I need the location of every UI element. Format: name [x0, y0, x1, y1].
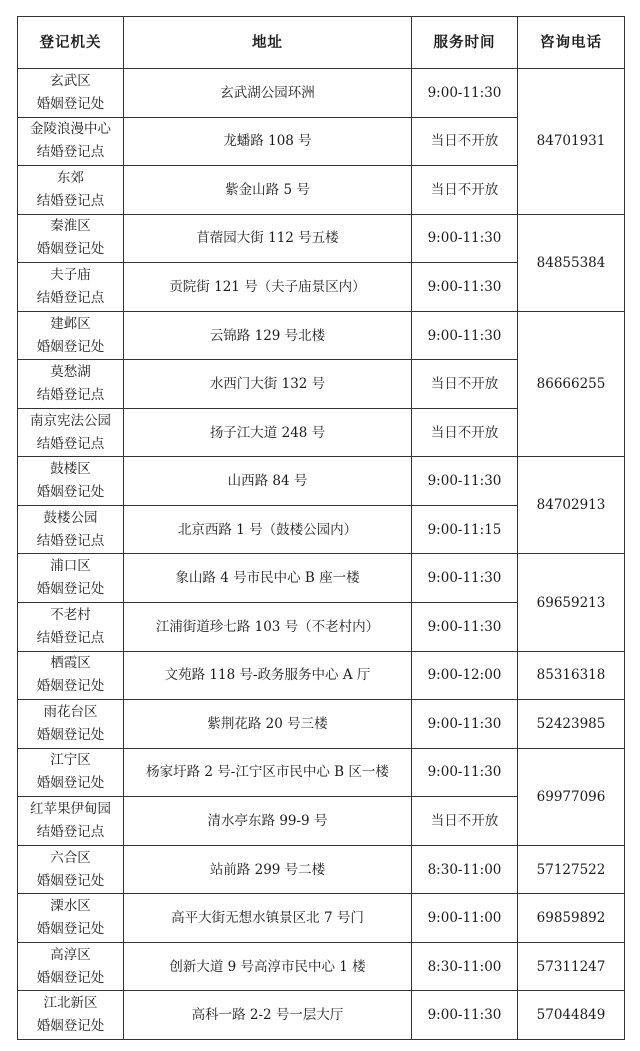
- table-header-row: [18, 17, 625, 69]
- org-type: 结婚登记点: [36, 532, 105, 549]
- hours-cell: 当日不开放: [412, 797, 518, 846]
- hours-cell: 9:00-11:30: [412, 991, 518, 1040]
- table-row: [18, 700, 625, 749]
- org-name: 秦淮区: [50, 218, 91, 235]
- table-row: [18, 651, 625, 700]
- hours-cell: 8:30-11:00: [412, 845, 518, 894]
- org-cell: [18, 748, 124, 797]
- org-name: 鼓楼公园: [43, 509, 98, 526]
- org-name: 江北新区: [43, 995, 98, 1012]
- org-name: 溧水区: [50, 898, 91, 915]
- org-name: 夫子庙: [50, 266, 91, 283]
- table-row: [18, 214, 625, 263]
- hours-cell: 当日不开放: [412, 166, 518, 215]
- org-type: 结婚登记点: [36, 435, 105, 452]
- table-row: [18, 554, 625, 603]
- org-name: 玄武区: [50, 72, 91, 89]
- address-cell: 紫荆花路 20 号三楼: [124, 700, 412, 749]
- hours-cell: 9:00-11:30: [412, 69, 518, 118]
- table-row: [18, 894, 625, 943]
- hours-cell: 当日不开放: [412, 117, 518, 166]
- address-cell: 紫金山路 5 号: [124, 166, 412, 215]
- org-cell: [18, 117, 124, 166]
- org-type: 婚姻登记处: [36, 241, 105, 258]
- org-type: 婚姻登记处: [36, 1018, 105, 1035]
- header-phone: 咨询电话: [518, 17, 625, 69]
- phone-cell: 69977096: [518, 748, 625, 845]
- phone-cell: 86666255: [518, 311, 625, 457]
- org-name: 不老村: [50, 606, 91, 623]
- phone-cell: 57044849: [518, 991, 625, 1040]
- hours-cell: 9:00-11:30: [412, 457, 518, 506]
- org-type: 婚姻登记处: [36, 581, 105, 598]
- org-type: 结婚登记点: [36, 192, 105, 209]
- hours-cell: 9:00-11:30: [412, 554, 518, 603]
- org-type: 婚姻登记处: [36, 872, 105, 889]
- org-cell: [18, 603, 124, 652]
- org-name: 红苹果伊甸园: [30, 800, 111, 817]
- org-type: 婚姻登记处: [36, 775, 105, 792]
- address-cell: 苜蓿园大街 112 号五楼: [124, 214, 412, 263]
- hours-cell: 8:30-11:00: [412, 942, 518, 991]
- org-name: 莫愁湖: [50, 364, 91, 381]
- org-type: 结婚登记点: [36, 387, 105, 404]
- org-type: 结婚登记点: [36, 823, 105, 840]
- org-type: 婚姻登记处: [36, 726, 105, 743]
- org-name: 六合区: [50, 849, 91, 866]
- org-name: 栖霞区: [50, 655, 91, 672]
- org-type: 婚姻登记处: [36, 678, 105, 695]
- org-type: 婚姻登记处: [36, 338, 105, 355]
- hours-cell: 9:00-11:00: [412, 894, 518, 943]
- phone-cell: 57127522: [518, 845, 625, 894]
- org-cell: [18, 408, 124, 457]
- org-name: 雨花台区: [43, 703, 98, 720]
- phone-cell: 84702913: [518, 457, 625, 554]
- address-cell: 贡院街 121 号（夫子庙景区内）: [124, 263, 412, 312]
- table-row: [18, 457, 625, 506]
- org-type: 结婚登记点: [36, 289, 105, 306]
- table-row: [18, 845, 625, 894]
- address-cell: 站前路 299 号二楼: [124, 845, 412, 894]
- org-type: 结婚登记点: [36, 629, 105, 646]
- org-cell: [18, 651, 124, 700]
- address-cell: 文苑路 118 号-政务服务中心 A 厅: [124, 651, 412, 700]
- address-cell: 高平大街无想水镇景区北 7 号门: [124, 894, 412, 943]
- table-row: [18, 311, 625, 360]
- address-cell: 清水亭东路 99-9 号: [124, 797, 412, 846]
- address-cell: 水西门大街 132 号: [124, 360, 412, 409]
- hours-cell: 9:00-12:00: [412, 651, 518, 700]
- phone-cell: 52423985: [518, 700, 625, 749]
- org-name: 鼓楼区: [50, 461, 91, 478]
- org-type: 婚姻登记处: [36, 921, 105, 938]
- header-address: 地址: [124, 17, 412, 69]
- org-type: 结婚登记点: [36, 144, 105, 161]
- address-cell: 北京西路 1 号（鼓楼公园内）: [124, 505, 412, 554]
- hours-cell: 当日不开放: [412, 360, 518, 409]
- hours-cell: 9:00-11:30: [412, 214, 518, 263]
- org-name: 金陵浪漫中心: [30, 121, 111, 138]
- org-cell: [18, 991, 124, 1040]
- org-name: 江宁区: [50, 752, 91, 769]
- phone-cell: 85316318: [518, 651, 625, 700]
- phone-cell: 69859892: [518, 894, 625, 943]
- address-cell: 江浦街道珍七路 103 号（不老村内）: [124, 603, 412, 652]
- phone-cell: 84701931: [518, 69, 625, 215]
- table-row: [18, 69, 625, 118]
- address-cell: 创新大道 9 号高淳市民中心 1 楼: [124, 942, 412, 991]
- org-cell: [18, 214, 124, 263]
- header-org: 登记机关: [18, 17, 124, 69]
- org-cell: [18, 360, 124, 409]
- address-cell: 扬子江大道 248 号: [124, 408, 412, 457]
- org-cell: [18, 263, 124, 312]
- registry-table: [17, 16, 625, 1040]
- table-body: [18, 69, 625, 1040]
- org-type: 婚姻登记处: [36, 969, 105, 986]
- org-cell: [18, 457, 124, 506]
- phone-cell: 69659213: [518, 554, 625, 651]
- hours-cell: 9:00-11:30: [412, 263, 518, 312]
- address-cell: 玄武湖公园环洲: [124, 69, 412, 118]
- org-cell: [18, 942, 124, 991]
- org-cell: [18, 311, 124, 360]
- hours-cell: 9:00-11:30: [412, 700, 518, 749]
- org-name: 浦口区: [50, 558, 91, 575]
- hours-cell: 9:00-11:30: [412, 603, 518, 652]
- address-cell: 龙蟠路 108 号: [124, 117, 412, 166]
- header-hours: 服务时间: [412, 17, 518, 69]
- address-cell: 山西路 84 号: [124, 457, 412, 506]
- hours-cell: 9:00-11:15: [412, 505, 518, 554]
- hours-cell: 9:00-11:30: [412, 748, 518, 797]
- phone-cell: 84855384: [518, 214, 625, 311]
- org-cell: [18, 700, 124, 749]
- org-type: 婚姻登记处: [36, 95, 105, 112]
- hours-cell: 当日不开放: [412, 408, 518, 457]
- org-cell: [18, 69, 124, 118]
- phone-cell: 57311247: [518, 942, 625, 991]
- org-cell: [18, 554, 124, 603]
- address-cell: 象山路 4 号市民中心 B 座一楼: [124, 554, 412, 603]
- org-cell: [18, 845, 124, 894]
- org-name: 南京宪法公园: [30, 412, 111, 429]
- org-cell: [18, 797, 124, 846]
- address-cell: 云锦路 129 号北楼: [124, 311, 412, 360]
- org-cell: [18, 166, 124, 215]
- org-name: 高淳区: [50, 946, 91, 963]
- org-cell: [18, 505, 124, 554]
- org-cell: [18, 894, 124, 943]
- table-row: [18, 991, 625, 1040]
- table-row: [18, 942, 625, 991]
- address-cell: 高科一路 2-2 号一层大厅: [124, 991, 412, 1040]
- address-cell: 杨家圩路 2 号-江宁区市民中心 B 区一楼: [124, 748, 412, 797]
- org-name: 建邺区: [50, 315, 91, 332]
- table-row: [18, 748, 625, 797]
- org-type: 婚姻登记处: [36, 484, 105, 501]
- org-name: 东郊: [57, 169, 84, 186]
- hours-cell: 9:00-11:30: [412, 311, 518, 360]
